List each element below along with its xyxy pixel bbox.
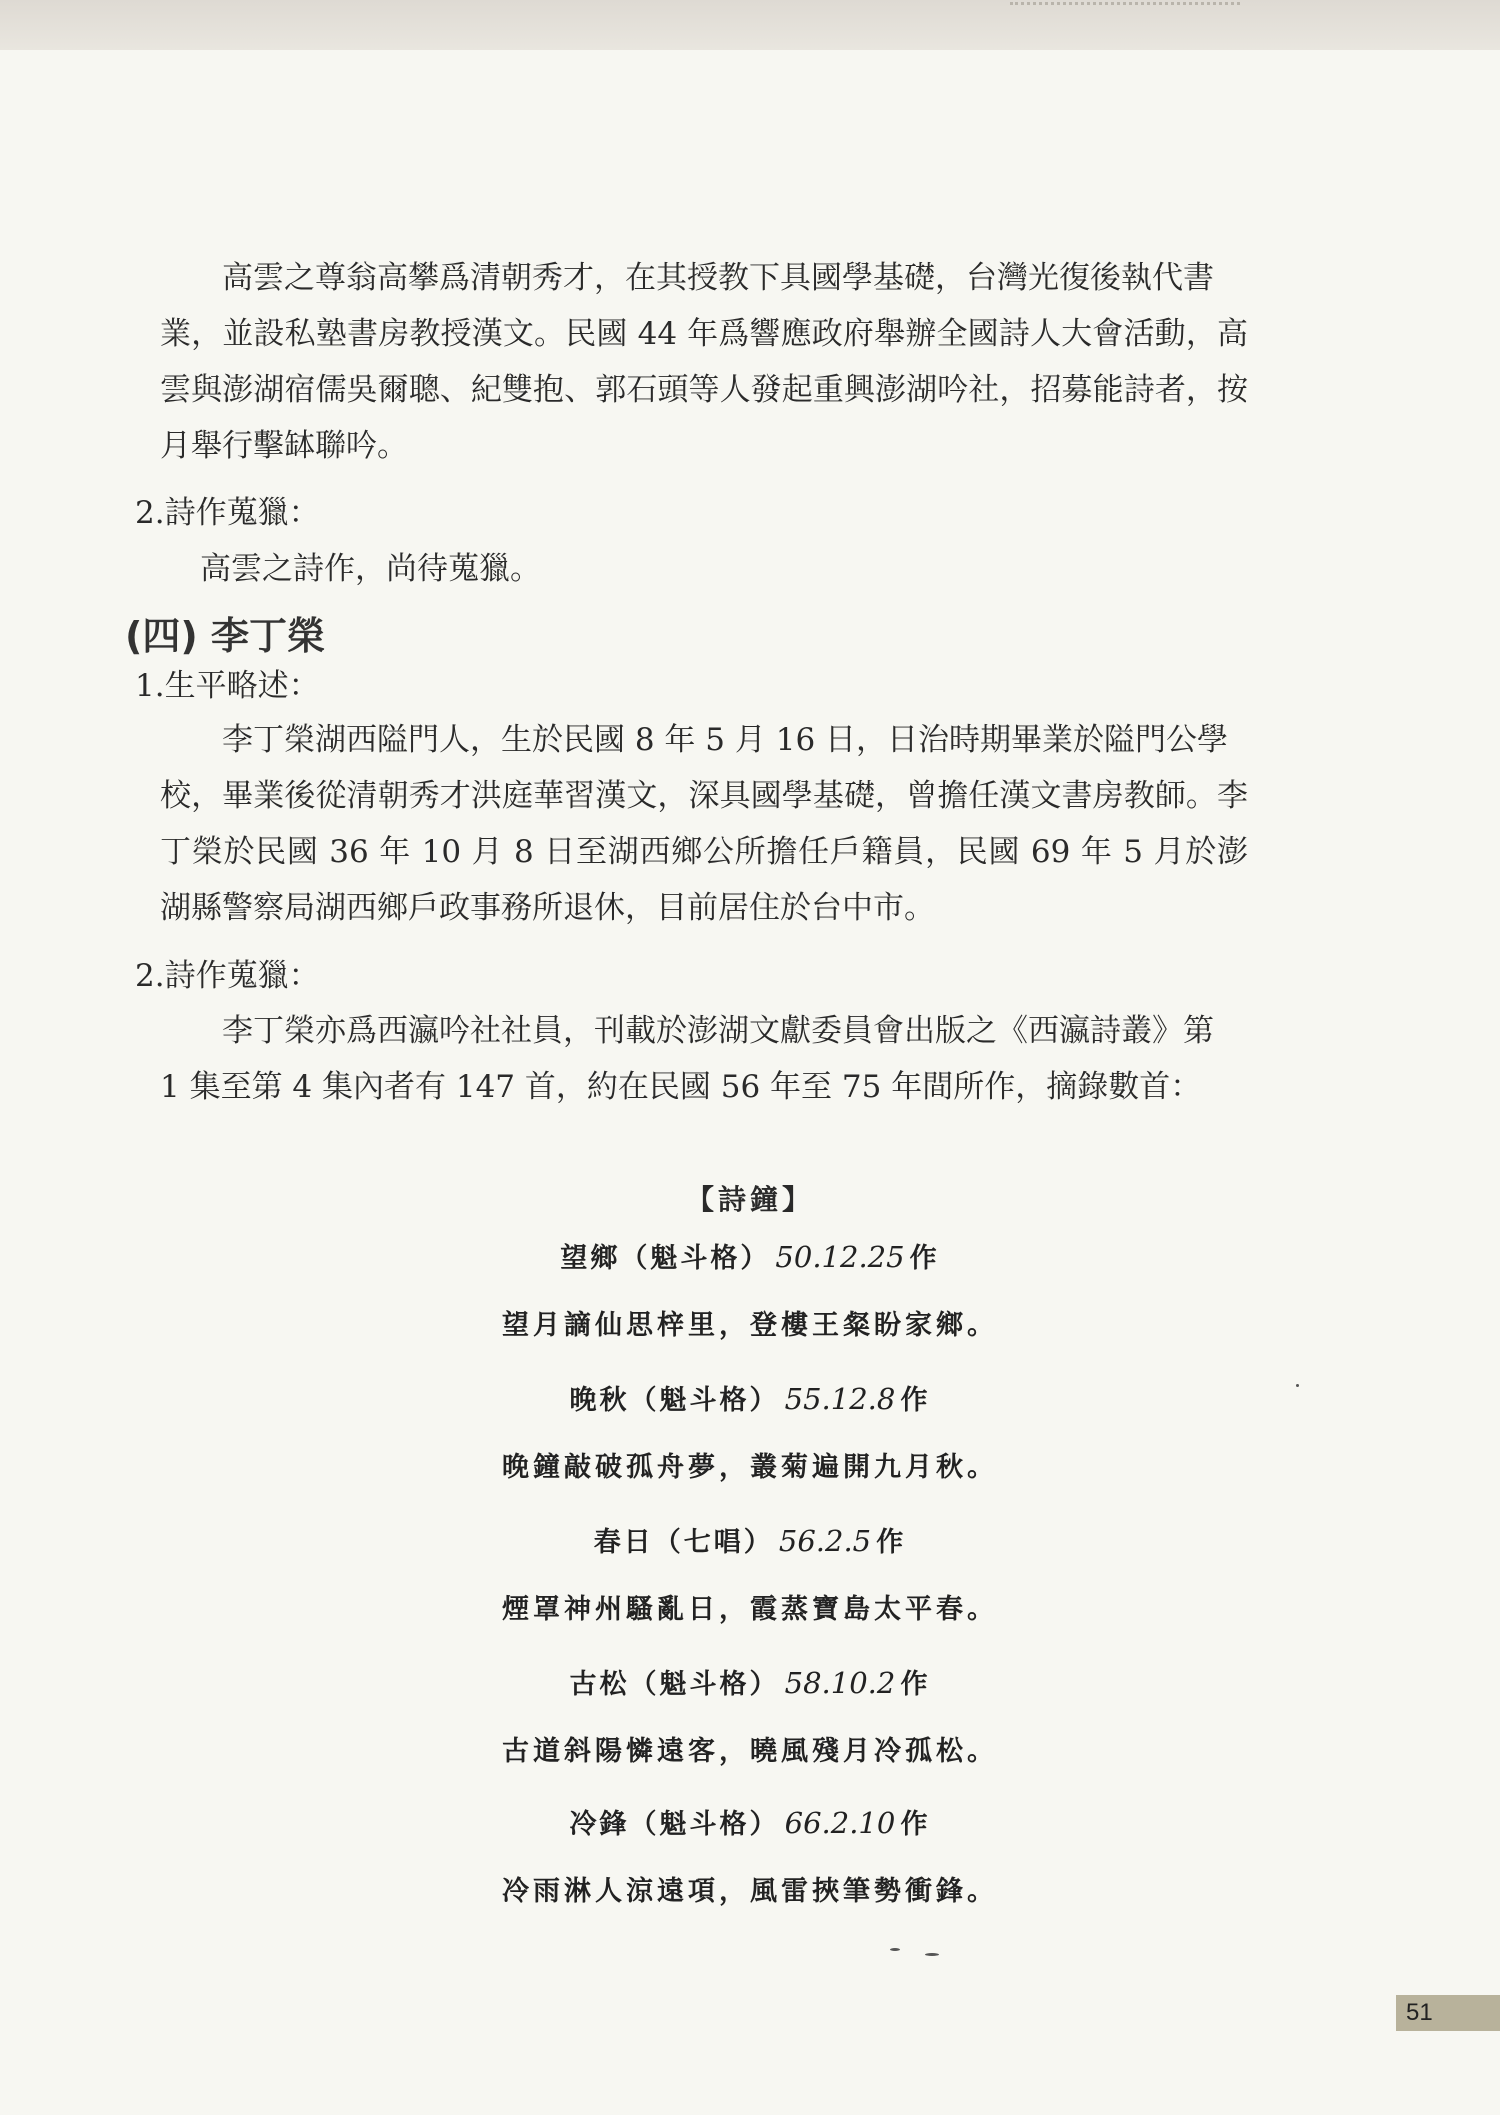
bio-paragraph-first-line: 李丁榮湖西隘門人，生於民國 8 年 5 月 16 日，日治時期畢業於隘門公學	[222, 722, 1229, 758]
section-heading: (四) 李丁榮	[125, 614, 325, 658]
poem-title: 晚秋（魁斗格）	[569, 1385, 780, 1416]
intro-paragraph-rest: 業，並設私塾書房教授漢文。民國 44 年爲響應政府舉辦全國詩人大會活動，高雲與澎湖宿儒吳爾聰、紀雙抱、郭石頭等人發起重興澎湖吟社，招募能詩者，按月舉行擊缽聯吟。	[160, 316, 1248, 464]
poem-date: 55.12.8	[784, 1382, 896, 1416]
bio-paragraph-rest: 校，畢業後從清朝秀才洪庭華習漢文，深具國學基礎，曾擔任漢文書房教師。李丁榮於民國 36 年 10 月 8 日至湖西鄉公所擔任戶籍員，民國 69 年 5 月於澎湖縣警察局湖西鄉戶政事務所退休，目前居住於台中市。	[160, 778, 1248, 926]
poem-suffix: 作	[900, 1809, 931, 1840]
intro-paragraph	[160, 250, 1248, 474]
poem-title: 冷鋒（魁斗格）	[569, 1809, 780, 1840]
poem-suffix: 作	[876, 1527, 907, 1558]
poem-verse: 古道斜陽憐遠客，曉風殘月冷孤松。	[502, 1736, 998, 1767]
page-number: 51	[1396, 1995, 1500, 2031]
poem-title: 古松（魁斗格）	[569, 1669, 780, 1700]
poem-entry	[250, 1520, 1250, 1626]
intro-paragraph-first-line: 高雲之尊翁高攀爲清朝秀才，在其授教下具國學基礎，台灣光復後執代書	[222, 260, 1214, 296]
poem-heading	[250, 1378, 1250, 1417]
poem-suffix: 作	[900, 1669, 931, 1700]
scan-speck	[925, 1953, 939, 1956]
li-poetry-paragraph	[160, 1003, 1248, 1115]
collection-title: 【詩鐘】	[685, 1183, 814, 1216]
poem-suffix: 作	[900, 1385, 931, 1416]
poem-entry	[250, 1378, 1250, 1484]
poem-verse: 冷雨淋人涼遠項，風雷挾筆勢衝鋒。	[502, 1876, 998, 1907]
poem-verse: 煙罩神州騷亂日，霞蒸寶島太平春。	[502, 1594, 998, 1625]
scan-speck	[1296, 1384, 1299, 1387]
li-poetry-paragraph-first-line: 李丁榮亦爲西瀛吟社社員，刊載於澎湖文獻委員會出版之《西瀛詩叢》第	[222, 1013, 1214, 1049]
poem-heading	[250, 1520, 1250, 1559]
poem-heading	[250, 1236, 1250, 1275]
scan-speck	[890, 1948, 900, 1951]
poem-entry	[250, 1236, 1250, 1342]
poem-suffix: 作	[909, 1243, 940, 1274]
bio-heading: 1.生平略述：	[135, 668, 320, 704]
poem-verse: 望月謫仙思梓里，登樓王粲盼家鄉。	[502, 1310, 998, 1341]
poem-entry	[250, 1802, 1250, 1908]
poem-title: 望鄉（魁斗格）	[560, 1243, 771, 1274]
li-poetry-paragraph-rest: 1 集至第 4 集內者有 147 首，約在民國 56 年至 75 年間所作，摘錄數首：	[160, 1069, 1202, 1105]
poem-heading	[250, 1802, 1250, 1841]
gao-poetry-heading: 2.詩作蒐獵：	[135, 495, 320, 531]
poem-date: 50.12.25	[775, 1240, 905, 1274]
poem-date: 58.10.2	[784, 1666, 896, 1700]
bio-paragraph	[160, 712, 1248, 936]
poem-date: 56.2.5	[778, 1524, 872, 1558]
poem-title: 春日（七唱）	[593, 1527, 774, 1558]
li-poetry-heading: 2.詩作蒐獵：	[135, 958, 320, 994]
poem-entry	[250, 1662, 1250, 1768]
poem-date: 66.2.10	[784, 1806, 896, 1840]
poem-heading	[250, 1662, 1250, 1701]
poem-verse: 晚鐘敲破孤舟夢，叢菊遍開九月秋。	[502, 1452, 998, 1483]
gao-poetry-text: 高雲之詩作，尚待蒐獵。	[200, 551, 541, 587]
